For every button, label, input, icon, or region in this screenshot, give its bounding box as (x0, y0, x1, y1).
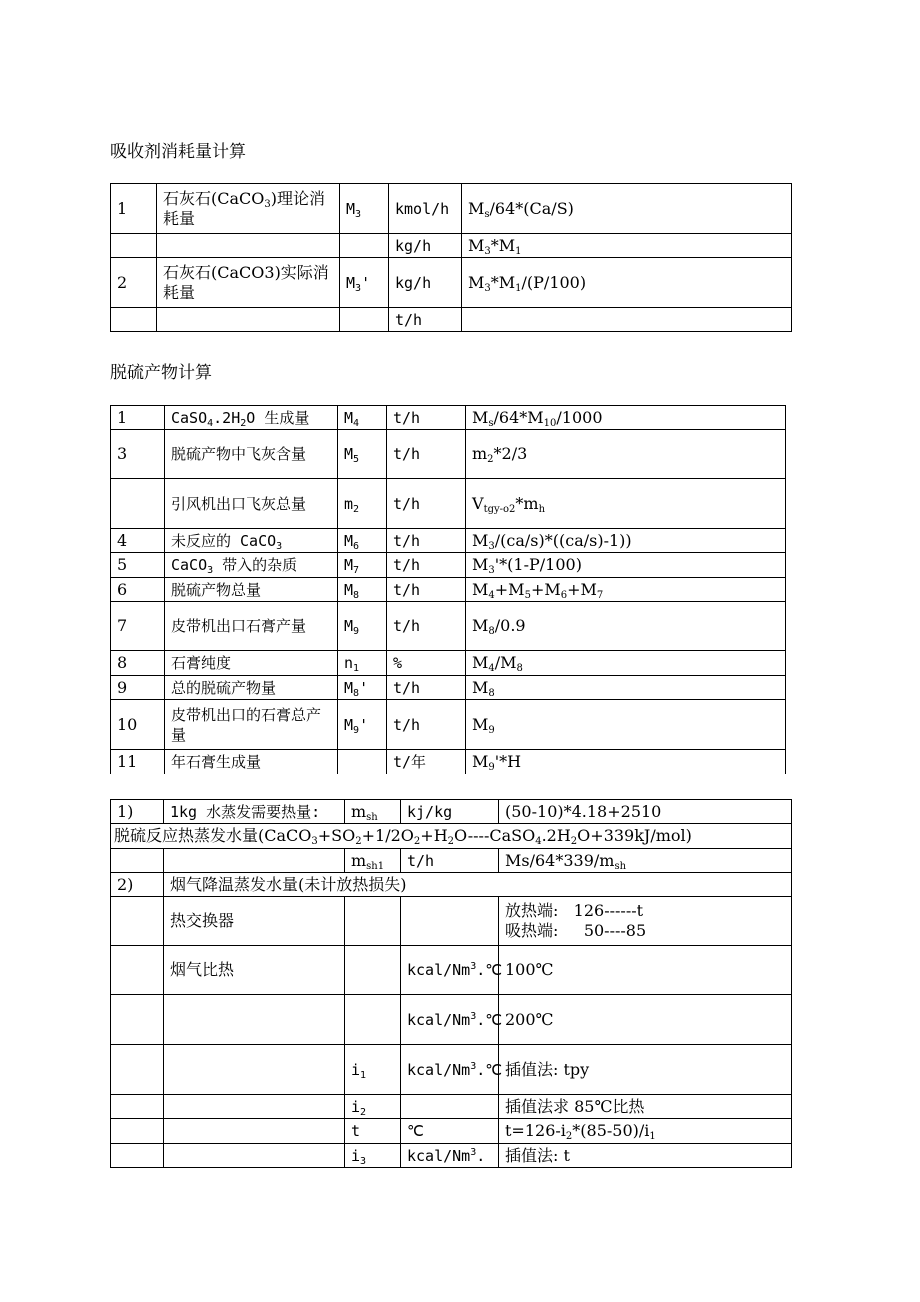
row-number (111, 479, 165, 529)
unit: t/h (387, 602, 466, 651)
formula: $M_s/64*(Ca/S)$ (462, 184, 792, 234)
unit: kmol/h (389, 184, 462, 234)
item-name: 烟气比热 (164, 946, 345, 995)
unit: t/h (387, 553, 466, 578)
item-name: CaCO$_3$ 带入的杂质 (165, 553, 338, 578)
unit: t/h (387, 676, 466, 700)
symbol: $m_{sh1}$ (345, 849, 401, 873)
table-row (111, 849, 792, 873)
item-name: 石膏纯度 (165, 651, 338, 676)
table-row (111, 824, 792, 849)
symbol: $M_3'$ (340, 258, 389, 308)
symbol: $M_5$ (338, 430, 387, 479)
item-name: 总的脱硫产物量 (165, 676, 338, 700)
item-name: 脱硫产物中飞灰含量 (165, 430, 338, 479)
item-name (164, 1045, 345, 1095)
row-number: 8 (111, 651, 165, 676)
row-number (111, 1119, 164, 1144)
item-name (164, 849, 345, 873)
table-row (111, 234, 792, 258)
row-number (111, 995, 164, 1045)
formula: 插值法: tpy (499, 1045, 792, 1095)
formula: $M_4/M_8$ (466, 651, 786, 676)
formula: $M_8$ (466, 676, 786, 700)
formula: $M_3*M_1$ (462, 234, 792, 258)
row-number: 1 (111, 184, 157, 234)
unit: kj/kg (401, 800, 499, 824)
formula: $M_3'*(1-P/100)$ (466, 553, 786, 578)
table-row (111, 995, 792, 1045)
item-name: 皮带机出口的石膏总产量 (165, 700, 338, 750)
table-row (111, 651, 786, 676)
table-row (111, 897, 792, 946)
symbol: $i_2$ (345, 1095, 401, 1119)
heat-release-end: 放热端: 126------t (505, 901, 644, 920)
formula: (50-10)*4.18+2510 (499, 800, 792, 824)
formula: $M_3/(ca/s)*((ca/s)-1)$) (466, 529, 786, 553)
section2-title: 脱硫产物计算 (110, 363, 212, 383)
table-row (111, 602, 786, 651)
symbol: $M_9'$ (338, 700, 387, 750)
item-name: 热交换器 (164, 897, 345, 946)
symbol: $i_1$ (345, 1045, 401, 1095)
product-table (110, 405, 786, 774)
formula: $t=126-i_2*(85-50)/i_1$ (499, 1119, 792, 1144)
row-number (111, 946, 164, 995)
unit: t/年 (387, 750, 466, 774)
flue-gas-cooling-row: 烟气降温蒸发水量(未计放热损失) (164, 873, 792, 897)
symbol (338, 750, 387, 774)
row-number (111, 1144, 164, 1168)
symbol: $n_1$ (338, 651, 387, 676)
item-name (164, 1144, 345, 1168)
row-number: 7 (111, 602, 165, 651)
unit: kcal/Nm$^3$.℃ (401, 946, 499, 995)
symbol: $i_3$ (345, 1144, 401, 1168)
unit: t/h (387, 406, 466, 430)
formula: 插值法: t (499, 1144, 792, 1168)
absorbent-table (110, 183, 792, 332)
formula: $M_4+M_5+M_6+M_7$ (466, 578, 786, 602)
row-number: 3 (111, 430, 165, 479)
table-row (111, 529, 786, 553)
item-name (157, 234, 340, 258)
symbol: $m_{sh}$ (345, 800, 401, 824)
formula: $M_9'*H$ (466, 750, 786, 774)
unit: kcal/Nm$^3$.℃ (401, 1045, 499, 1095)
table-row (111, 1095, 792, 1119)
unit: kcal/Nm$^3$. (401, 1144, 499, 1168)
unit: t/h (387, 479, 466, 529)
row-number: 9 (111, 676, 165, 700)
row-number: 4 (111, 529, 165, 553)
unit: t/h (387, 700, 466, 750)
symbol (345, 946, 401, 995)
formula: $M_8/0.9$ (466, 602, 786, 651)
item-name: 1kg 水蒸发需要热量: (164, 800, 345, 824)
unit: % (387, 651, 466, 676)
table-row (111, 873, 792, 897)
item-name: 未反应的 CaCO$_3$ (165, 529, 338, 553)
table-row (111, 700, 786, 750)
table-row (111, 800, 792, 824)
item-name (164, 1095, 345, 1119)
unit (401, 1095, 499, 1119)
formula: $m_2*2/3$ (466, 430, 786, 479)
row-number: 1) (111, 800, 164, 824)
table-row (111, 1045, 792, 1095)
unit: kg/h (389, 258, 462, 308)
formula: $M_9$ (466, 700, 786, 750)
symbol: t (345, 1119, 401, 1144)
item-name: 石灰石(CaCO3)实际消耗量 (157, 258, 340, 308)
item-name: $CaSO_4.2H_2O$ 生成量 (165, 406, 338, 430)
evaporation-table (110, 799, 792, 1168)
formula: $Ms/64*339/m_{sh}$ (499, 849, 792, 873)
unit: ℃ (401, 1119, 499, 1144)
table-row (111, 479, 786, 529)
row-number: 11 (111, 750, 165, 774)
table-row (111, 430, 786, 479)
item-name: 年石膏生成量 (165, 750, 338, 774)
table-row (111, 553, 786, 578)
row-number (111, 308, 157, 332)
symbol (340, 234, 389, 258)
heat-absorb-end: 吸热端: 50----85 (505, 921, 647, 940)
table-row (111, 578, 786, 602)
formula: 插值法求 85℃比热 (499, 1095, 792, 1119)
reaction-heat-row: 脱硫反应热蒸发水量$(CaCO_3+SO_2+1/2O_2+H_2O----CaSO_4.2H_2O+339kJ/mol)$ (111, 824, 792, 849)
item-name: 皮带机出口石膏产量 (165, 602, 338, 651)
unit: kg/h (389, 234, 462, 258)
table-row (111, 1144, 792, 1168)
symbol: $M_4$ (338, 406, 387, 430)
unit (401, 897, 499, 946)
row-number (111, 234, 157, 258)
row-number: 2) (111, 873, 164, 897)
section1-title: 吸收剂消耗量计算 (110, 142, 246, 162)
table-row (111, 308, 792, 332)
symbol: $M_7$ (338, 553, 387, 578)
unit: t/h (387, 578, 466, 602)
row-number: 1 (111, 406, 165, 430)
row-number (111, 897, 164, 946)
row-number: 5 (111, 553, 165, 578)
table-row (111, 676, 786, 700)
table-row (111, 406, 786, 430)
symbol: $M_3$ (340, 184, 389, 234)
item-name (164, 995, 345, 1045)
formula: $M_s/64*M_{10}/1000$ (466, 406, 786, 430)
symbol: $M_8$ (338, 578, 387, 602)
row-number (111, 1095, 164, 1119)
table-row (111, 258, 792, 308)
formula (462, 308, 792, 332)
symbol: $m_2$ (338, 479, 387, 529)
row-number: 6 (111, 578, 165, 602)
symbol: $M_6$ (338, 529, 387, 553)
table-row (111, 184, 792, 234)
unit: t/h (387, 529, 466, 553)
item-name: 脱硫产物总量 (165, 578, 338, 602)
symbol: $M_8'$ (338, 676, 387, 700)
formula (499, 897, 792, 946)
unit: kcal/Nm$^3$.℃ (401, 995, 499, 1045)
row-number (111, 849, 164, 873)
table-row (111, 1119, 792, 1144)
formula: $V_{tgy-o2}*m_h$ (466, 479, 786, 529)
formula: $M_3*M_1/(P/100)$ (462, 258, 792, 308)
row-number: 2 (111, 258, 157, 308)
symbol: $M_9$ (338, 602, 387, 651)
item-name (157, 308, 340, 332)
unit: t/h (389, 308, 462, 332)
item-name: 引风机出口飞灰总量 (165, 479, 338, 529)
formula: 100℃ (499, 946, 792, 995)
item-name (164, 1119, 345, 1144)
row-number: 10 (111, 700, 165, 750)
symbol (345, 897, 401, 946)
item-name: 石灰石(CaCO$_3$)理论消耗量 (157, 184, 340, 234)
table-row (111, 750, 786, 774)
table-row (111, 946, 792, 995)
symbol (345, 995, 401, 1045)
symbol (340, 308, 389, 332)
formula: 200℃ (499, 995, 792, 1045)
unit: t/h (401, 849, 499, 873)
unit: t/h (387, 430, 466, 479)
row-number (111, 1045, 164, 1095)
